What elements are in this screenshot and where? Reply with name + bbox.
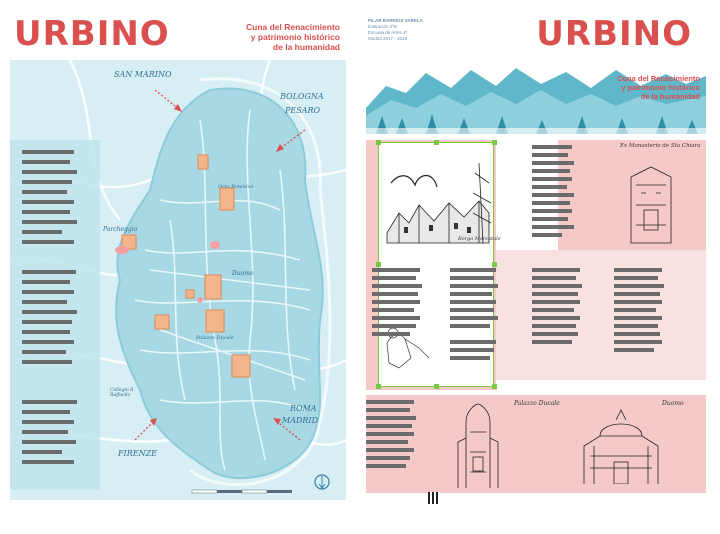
subtitle-line: Cuna del Renacimiento — [246, 22, 340, 32]
left-page-subtitle — [190, 22, 340, 52]
selection-handle[interactable] — [492, 140, 497, 145]
label-bologna: BOLOGNA — [280, 92, 324, 101]
label-parcheggio: Parcheggio — [103, 226, 138, 233]
label-duomo-right: Duomo — [662, 400, 684, 407]
monasterio-sketch — [626, 165, 676, 245]
label-duomo: Duomo — [232, 270, 254, 277]
selection-handle[interactable] — [376, 262, 381, 267]
subtitle-line: y patrimonio histórico — [250, 32, 340, 42]
author-line: Escuela de Artes 4ª — [368, 30, 408, 35]
label-firenze: FIRENZE — [118, 449, 157, 458]
subtitle-line: Cuna del Renacimiento — [617, 74, 700, 83]
left-page — [0, 0, 356, 534]
selection-handle[interactable] — [376, 140, 381, 145]
label-madrid: MADRID — [282, 416, 318, 425]
qr-code — [428, 492, 440, 504]
author-line: PILAR BARRIOS VARELA — [368, 18, 423, 23]
author-info — [368, 18, 448, 42]
duomo-sketch — [580, 406, 662, 484]
left-page-title: URBINO — [14, 14, 170, 54]
right-page-title: URBINO — [536, 14, 692, 54]
subtitle-line: de la humanidad — [272, 42, 340, 52]
subtitle-line: de la humanidad — [640, 92, 700, 101]
label-borgo: Borgo Mercatale — [458, 236, 501, 242]
label-san-marino: SAN MARINO — [114, 70, 172, 79]
selection-handle[interactable] — [492, 262, 497, 267]
selection-handle[interactable] — [434, 384, 439, 389]
selection-handle[interactable] — [376, 384, 381, 389]
label-pesaro: PESARO — [285, 106, 321, 115]
selection-handle[interactable] — [492, 384, 497, 389]
label-palazzo-ducale-right: Palazzo Ducale — [514, 400, 560, 407]
author-line: Madrid 2017 - 2018 — [368, 36, 408, 41]
subtitle-line: y patrimonio histórico — [621, 83, 700, 92]
palazzo-ducale-sketch — [456, 402, 500, 488]
right-subtitle — [602, 74, 700, 101]
label-ex-monasterio: Ex Monasterio de Sta Chiara — [620, 143, 701, 149]
right-page — [362, 0, 720, 534]
label-orto-botanico: Orto Botanico — [218, 184, 254, 190]
selection-handle[interactable] — [434, 140, 439, 145]
author-line: Ilustración 2ºB — [368, 24, 397, 29]
label-collegio: Collegio Il Raffaello — [110, 388, 134, 398]
label-roma: ROMA — [290, 404, 317, 413]
label-palazzo-ducale: Palazzo Ducale — [196, 335, 235, 341]
